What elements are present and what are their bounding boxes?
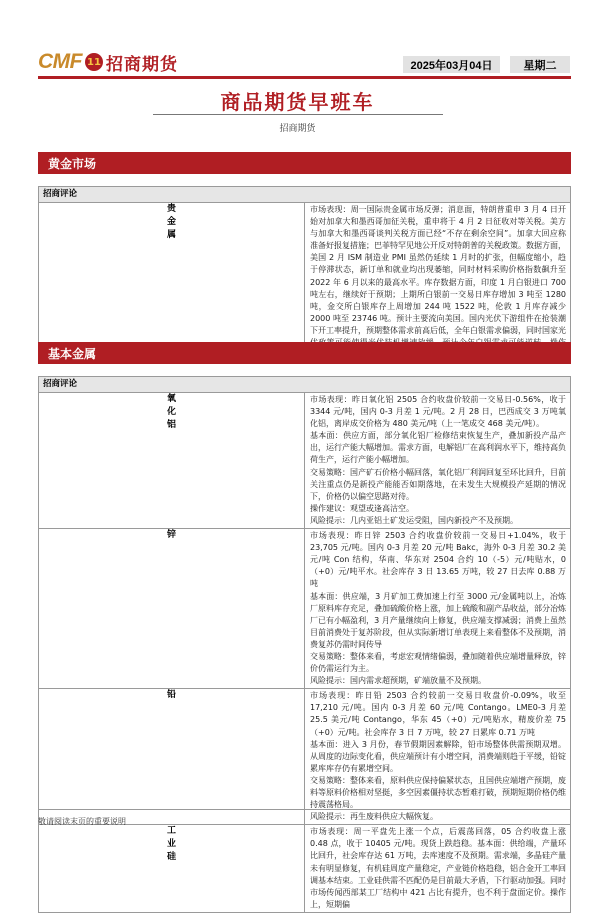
row-content-alumina: 市场表现：昨日氧化铝 2505 合约收盘价较前一交易日-0.56%，收于 3344 元/吨，国内 0-3 月差 1 元/吨。2 月 28 日，巴西成交 3 万吨氧化铝，离岸成交价格为 480 美元/吨（上一笔成交 468 美元/吨）。 基本面：供应方面，部分氧化铝厂检修结束恢复生产，叠加新投产品产出，运行产能大幅增加。需求方面，电解铝厂在高利润水平下，维持高负荷生产，运行产能小幅增加。 交易策略：国产矿石价格小幅回落，氧化铝厂利润回复至环比回升，目前关注重点仍是新投产能能否如期落地，在未发生大规模投产延期的情况下，价格仍以偏空思路对待。 操作建议：观望或逢高沽空。 风险提示：几内亚铝土矿发运受阻，国内新投产不及预期。 <box>305 393 571 529</box>
row-content-lead: 市场表现：昨日铅 2503 合约较前一交易日收盘价-0.09%，收至 17,210 元/吨。国内 0-3 月差 60 元/吨 Contango。LME0-3 月差 25.5 美元/吨 Contango，华东 45（+0）元/吨贴水，精废价差 75（+0）元/吨。社会库存 3 日 7 万吨，较 27 日累库 0.71 万吨 基本面：进入 3 月份，春节假期因素解除，铅市场整体供需预期双增。从周度的边际变化看，供应端预计有小增空间，消费端则趋于平缓，铅锭累库库存仍有累增空间。 交易策略：整体来看，原料供应保持偏紧状态，且国供应端增产预期，废料等原料价格相对坚挺，多空因素僵持状态暂难打破，预期短期价格仍维持震荡格局。 风险提示：再生废料供应大幅恢复。 <box>305 689 571 825</box>
logo-company-name: 招商期货 <box>106 54 178 75</box>
table-row <box>39 825 571 913</box>
table-row <box>39 203 571 363</box>
page-header <box>0 0 595 80</box>
section-title-base-metals: 基本金属 <box>38 342 571 364</box>
table-row <box>39 529 571 689</box>
row-content: 市场表现：周一国际贵金属市场反弹；消息面，特朗普重申 3 月 4 日开始对加拿大和墨西哥加征关税，重申将于 4 月 2 日征收对等关税。美方与加拿大和墨西哥谈判关税方面已经“不存在剩余空间”。加拿大回应称准备好报复措施；巴菲特罕见地公开反对特朗普的关税政策。数据方面，美国 2 月 ISM 制造业 PMI 虽然仍延续 1 月时的扩张，但幅度缩小，趋于停滞状态，新订单和就业均出现萎缩，同时材料采购价格指数飙升至 2022 年 6 月以来的最高水平。库存数据方面，印度 1 月白银进口 700 吨左右，继续好于预期；上期所白银前一交易日库存增加 3 吨至 1280 吨，金交所白银库存上周增加 244 吨 1522 吨，伦敦 1 月库存减少 2000 吨至 23746 吨。预计主要流向美国。国内光伏下游组件在抢装潮下开工率提升，预期整体需求前高后低，全年白银需求偏弱，同时国家光 <box>305 203 571 363</box>
footer-disclaimer: 敬请阅读末页的重要说明 <box>38 817 126 826</box>
gold-comment-table <box>38 186 571 363</box>
report-date: 2025年03月04日 <box>403 56 500 73</box>
report-weekday: 星期二 <box>510 56 570 73</box>
company-logo <box>38 50 178 74</box>
title-underline <box>153 114 443 115</box>
document-subtitle: 招商期货 <box>279 124 316 134</box>
section-title-gold: 黄金市场 <box>38 152 571 174</box>
header-divider <box>38 76 571 79</box>
row-label-silicon: 工 业 硅 <box>39 825 305 913</box>
logo-text: CMF <box>38 50 82 73</box>
base-metals-comment-table <box>38 376 571 913</box>
footer-divider <box>38 809 571 810</box>
row-label-zinc: 锌 <box>39 529 305 689</box>
table-row <box>39 393 571 529</box>
row-content-silicon: 市场表现：周一平盘先上涨一个点，后震荡回落，05 合约收盘上涨 0.48 点，收于 10405 元/吨。现货上跌趋稳。基本面：供给端，产量环比回升，社会库存达 61 万吨，去库速度不及预期。需求端，多晶硅产量未有明显修复，有机硅周度产量稳定，产业链价格趋稳，铝合金开工率回调基本结束。工业硅供需不匹配仍是目前最大矛盾，下行驱动加强。同时市场传闻西部某工厂结构中 421 占比有提升，也不利于盘面定价。操作上，短期偏 <box>305 825 571 913</box>
row-label-lead: 铅 <box>39 689 305 825</box>
document-title: 商品期货早班车 <box>220 90 375 114</box>
logo-seal-icon: 11 <box>85 53 103 71</box>
row-label-alumina: 氧 化 铝 <box>39 393 305 529</box>
row-label: 贵 金 属 <box>39 203 305 363</box>
row-content-zinc: 市场表现：昨日锌 2503 合约收盘价较前一交易日+1.04%，收于 23,705 元/吨。国内 0-3 月差 20 元/吨 Bakc，海外 0-3 月差 30.2 美元/吨 Con 结构，华南、华东对 2504 合约 10（-5）元/吨贴水，0（+0）元/吨平水。社会库存 3 日 13.65 万吨，较 27 日去库 0.88 万吨 基本面：供应端，3 月矿加工费加速上行至 3000 元/金属吨以上，冶炼厂原料库存充足，叠加硫酸价格上涨，加上硫酸和副产品收益，部分冶炼厂已有小幅盈利，3 月产量继续向上修复，供应端支撑减弱；消费上虽然目前消费处于复苏阶段，但从实际新增订单表现上来看整体不及预期，消费复苏仍需时间传导 交易策略：整体来看，考虑宏观情绪偏弱，叠加随着供应端增量释放，锌价仍需运行为主。 风险提示：国内需求超预期，矿端放量不及预期。 <box>305 529 571 689</box>
table-row <box>39 689 571 825</box>
table-header: 招商评论 <box>39 377 571 393</box>
table-header: 招商评论 <box>39 187 571 203</box>
